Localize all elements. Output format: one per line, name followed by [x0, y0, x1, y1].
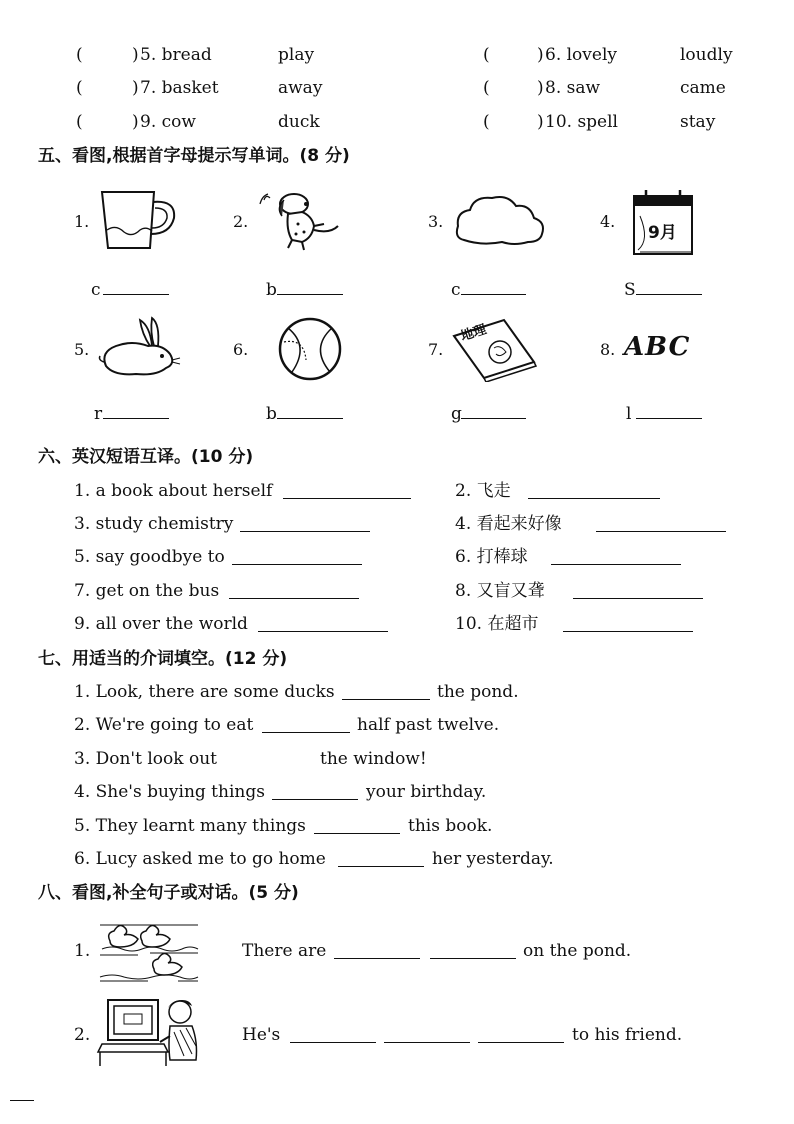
match-word: duck	[278, 112, 320, 132]
preposition-blank[interactable]	[342, 697, 430, 700]
sentence-start: 3. Don't look out	[74, 749, 217, 769]
sentence-start: 2. We're going to eat	[74, 715, 254, 735]
page-edge-mark	[10, 1100, 34, 1101]
phrase-item: 7. get on the bus	[74, 581, 220, 601]
word-blank[interactable]	[461, 292, 526, 295]
word-blank[interactable]	[636, 416, 702, 419]
answer-paren-open: (	[76, 112, 83, 132]
answer-blank[interactable]	[563, 629, 693, 632]
answer-paren-open: (	[483, 78, 490, 98]
cup-icon	[98, 188, 180, 254]
answer-blank[interactable]	[384, 1040, 470, 1043]
word-blank[interactable]	[103, 416, 169, 419]
answer-blank[interactable]	[240, 529, 370, 532]
preposition-blank[interactable]	[314, 831, 400, 834]
answer-paren-close: )	[132, 45, 139, 65]
answer-paren-open: (	[76, 45, 83, 65]
word-blank[interactable]	[277, 292, 343, 295]
phrase-item: 6. 打棒球	[455, 547, 528, 567]
match-item: 9. cow	[140, 112, 196, 132]
sentence-start: 1. Look, there are some ducks	[74, 682, 335, 702]
first-letter-hint: r	[94, 404, 103, 424]
answer-blank[interactable]	[430, 956, 516, 959]
item-number: 5.	[74, 340, 90, 359]
first-letter-hint: c	[91, 280, 101, 300]
match-word: loudly	[680, 45, 733, 65]
section-title: 七、用适当的介词填空。(12 分)	[38, 649, 288, 669]
sentence-end: this book.	[408, 816, 493, 836]
answer-blank[interactable]	[551, 562, 681, 565]
sentence-start: 6. Lucy asked me to go home	[74, 849, 326, 869]
answer-blank[interactable]	[478, 1040, 564, 1043]
answer-paren-close: )	[132, 78, 139, 98]
first-letter-hint: l	[626, 404, 632, 424]
match-word: came	[680, 78, 726, 98]
answer-blank[interactable]	[258, 629, 388, 632]
sentence-start: 4. She's buying things	[74, 782, 265, 802]
first-letter-hint: c	[451, 280, 461, 300]
answer-paren-open: (	[483, 112, 490, 132]
preposition-blank[interactable]	[272, 797, 358, 800]
phrase-item: 8. 又盲又聋	[455, 581, 545, 601]
sentence-start: 5. They learnt many things	[74, 816, 306, 836]
word-blank[interactable]	[636, 292, 702, 295]
ducks-on-pond-icon	[98, 915, 200, 983]
answer-paren-open: (	[483, 45, 490, 65]
match-item: 7. basket	[140, 78, 219, 98]
phrase-item: 4. 看起来好像	[455, 514, 562, 534]
item-number: 2.	[233, 212, 249, 231]
first-letter-hint: b	[266, 280, 277, 300]
item-number: 8.	[600, 340, 616, 359]
item-number: 3.	[428, 212, 444, 231]
section-title: 八、看图,补全句子或对话。(5 分)	[38, 883, 299, 903]
sentence-end: to his friend.	[572, 1025, 683, 1045]
sentence-end: your birthday.	[366, 782, 487, 802]
sentence-start: There are	[242, 941, 327, 961]
baseball-icon	[274, 316, 346, 382]
item-number: 4.	[600, 212, 616, 231]
sentence-end: half past twelve.	[357, 715, 500, 735]
boy-at-computer-icon	[96, 996, 200, 1068]
phrase-item: 2. 飞走	[455, 481, 511, 501]
match-word: play	[278, 45, 315, 65]
answer-blank[interactable]	[334, 956, 420, 959]
first-letter-hint: S	[624, 280, 636, 300]
calendar-label: 9月	[648, 223, 677, 243]
item-number: 7.	[428, 340, 444, 359]
phrase-item: 3. study chemistry	[74, 514, 234, 534]
phrase-item: 5. say goodbye to	[74, 547, 225, 567]
sentence-end: her yesterday.	[432, 849, 554, 869]
book-label: 地理	[458, 322, 489, 345]
answer-blank[interactable]	[573, 596, 703, 599]
answer-paren-close: )	[537, 112, 544, 132]
preposition-blank[interactable]	[226, 764, 314, 767]
answer-paren-open: (	[76, 78, 83, 98]
answer-paren-close: )	[537, 78, 544, 98]
answer-blank[interactable]	[283, 496, 411, 499]
match-item: 6. lovely	[545, 45, 618, 65]
answer-blank[interactable]	[528, 496, 660, 499]
phrase-item: 10. 在超市	[455, 614, 539, 634]
item-number: 1.	[74, 941, 91, 961]
phrase-item: 1. a book about herself	[74, 481, 273, 501]
sentence-end: on the pond.	[523, 941, 632, 961]
item-number: 1.	[74, 212, 90, 231]
answer-blank[interactable]	[290, 1040, 376, 1043]
answer-blank[interactable]	[232, 562, 362, 565]
cloud-icon	[452, 192, 548, 248]
match-word: stay	[680, 112, 716, 132]
match-item: 10. spell	[545, 112, 618, 132]
rabbit-icon	[96, 316, 182, 382]
match-item: 8. saw	[545, 78, 601, 98]
sentence-start: He's	[242, 1025, 281, 1045]
answer-blank[interactable]	[596, 529, 726, 532]
match-item: 5. bread	[140, 45, 212, 65]
item-number: 6.	[233, 340, 249, 359]
sentence-end: the pond.	[437, 682, 519, 702]
sentence-end: the window!	[320, 749, 427, 769]
first-letter-hint: g	[451, 404, 462, 424]
preposition-blank[interactable]	[262, 730, 350, 733]
section-title: 六、英汉短语互译。(10 分)	[38, 447, 254, 467]
item-number: 2.	[74, 1025, 91, 1045]
word-blank[interactable]	[103, 292, 169, 295]
word-blank[interactable]	[461, 416, 526, 419]
answer-paren-close: )	[537, 45, 544, 65]
preposition-blank[interactable]	[338, 864, 424, 867]
match-word: away	[278, 78, 323, 98]
answer-paren-close: )	[132, 112, 139, 132]
abc-letters-picture: ABC	[624, 332, 691, 362]
answer-blank[interactable]	[229, 596, 359, 599]
phrase-item: 9. all over the world	[74, 614, 248, 634]
first-letter-hint: b	[266, 404, 277, 424]
dog-icon	[258, 190, 348, 252]
section-title: 五、看图,根据首字母提示写单词。(8 分)	[38, 146, 350, 166]
word-blank[interactable]	[277, 416, 343, 419]
